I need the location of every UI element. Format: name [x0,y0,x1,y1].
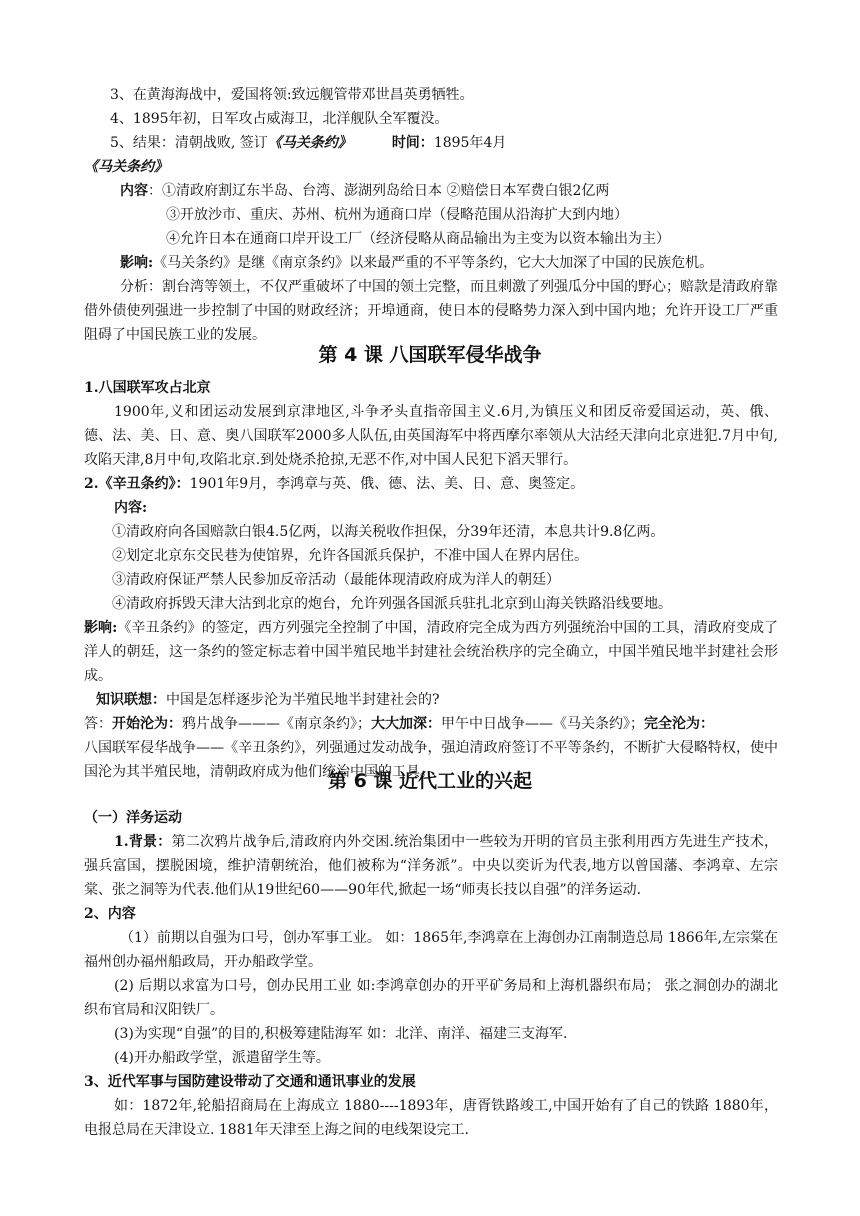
content-text-1: ：①清政府割辽东半岛、台湾、澎湖列岛给日本 ②赔偿日本军费白银2亿两 [148,183,610,199]
xinchou-impact-label: 影响: [84,620,118,636]
knowledge-link [96,688,440,712]
background-paragraph [84,830,778,902]
content-point-3: (3)为实现“自强”的目的,积极筹建陆海军 如：北洋、南洋、福建三支海军. [114,1026,568,1042]
content-line-2: ③开放沙市、重庆、苏州、杭州为通商口岸（侵略范围从沿海扩大到内地） [166,207,628,223]
impact-label: 影响: [120,255,154,271]
answer-stage-3-label: 完全沦为： [644,716,714,732]
time-label: 时间： [391,135,434,151]
lesson-4-heading-2 [84,472,584,496]
point-5-text: 5、结果：清朝战败, 签订 [110,135,268,151]
lesson-6-heading-1: （一）洋务运动 [84,810,182,826]
content-point-1: （1）前期以自强为口号，创办军事工业。 如：1865年,李鸿章在上海创办江南制造总局 1866年,左宗棠在福州创办福州船政局，开办船政学堂。 [84,930,778,970]
content-line-1 [120,179,609,203]
answer-stage-2-label: 大大加深： [371,716,441,732]
background-label: 1.背景： [114,834,172,850]
impact-text: 《马关条约》是继《南京条约》以来最严重的不平等条约，它大大加深了中国的民族危机。 [153,255,714,271]
time-value: 1895年4月 [433,135,507,151]
knowledge-link-label: 知识联想： [96,692,166,708]
lesson-4-title: 第 4 课 八国联军侵华战争 [318,344,542,366]
lesson-6-title: 第 6 课 近代工业的兴起 [327,770,533,792]
lesson-6-heading-2: 2、内容 [84,906,136,922]
answer-stage-1-label: 开始沦为： [112,716,182,732]
answer-stage-2: 甲午中日战争——《马关条约》； [441,716,644,732]
impact-line [120,251,713,275]
answer-stage-1: 鸦片战争———《南京条约》； [182,716,371,732]
content-label: 内容 [120,183,148,199]
content-point-2: (2) 后期以求富为口号，创办民用工业 如:李鸿章创办的开平矿务局和上海机器织布局； 张之洞创办的湖北织布官局和汉阳铁厂。 [84,978,778,1018]
xinchou-item: ②划定北京东交民巷为使馆界，允许各国派兵保护，不准中国人在界内居住。 [112,548,588,564]
lesson-6-heading-3: 3、近代军事与国防建设带动了交通和通讯事业的发展 [84,1074,416,1090]
transport-paragraph: 如：1872年,轮船招商局在上海成立 1880----1893年，唐胥铁路竣工,中国开始有了自己的铁路 1880年，电报总局在天津设立. 1881年天津至上海之间的电线架设完工. [84,1098,778,1138]
point-4: 4、1895年初，日军攻占威海卫，北洋舰队全军覆没。 [110,111,449,127]
xinchou-content-label: 内容: [114,500,148,516]
answer-prefix: 答： [84,716,112,732]
answer-line [84,712,714,736]
xinchou-item: ③清政府保证严禁人民参加反帝活动（最能体现清政府成为洋人的朝廷） [112,572,560,588]
lesson-4-heading-1: 1.八国联军攻占北京 [84,380,211,396]
knowledge-link-question: 中国是怎样逐步沦为半殖民地半封建社会的? [166,692,440,708]
analysis-paragraph: 分析：割台湾等领土，不仅严重破坏了中国的领土完整，而且刺激了列强瓜分中国的野心；赔款是清政府靠借外债使列强进一步控制了中国的财政经济；开埠通商，使日本的侵略势力深入到中国内地；允许开设工厂严重阻碍了中国民族工业的发展。 [84,279,778,343]
background-text: 第二次鸦片战争后,清政府内外交困.统治集团中一些较为开明的官员主张利用西方先进生产技术，强兵富国，摆脱困境，维护清朝统治，他们被称为“洋务派”。中央以奕䜣为代表,地方以曾国藩、李鸿章、左宗棠、张之洞等为代表.他们从19世纪60——90年代,掀起一场“师夷长技以自强”的洋务运动. [84,834,778,898]
xinchou-date: 1901年9月，李鸿章与英、俄、德、法、美、日、意、奥签定。 [189,476,585,492]
xinchou-label: 2.《辛丑条约》： [84,476,190,492]
xinchou-item: ④清政府拆毁天津大沽到北京的炮台，允许列强各国派兵驻扎北京到山海关铁路沿线要地。 [112,596,672,612]
treaty-heading: 《马关条约》 [84,159,168,175]
content-point-4: (4)开办船政学堂，派遣留学生等。 [114,1050,330,1066]
xinchou-impact-text: 《辛丑条约》的签定，西方列强完全控制了中国，清政府完全成为西方列强统治中国的工具，清政府变成了洋人的朝廷，这一条约的签定标志着中国半殖民地半封建社会统治秩序的完全确立，中国半殖民地半封建社会形成。 [84,620,779,684]
treaty-name: 《马关条约》 [267,135,352,151]
xinchou-impact [84,616,778,688]
lesson-4-paragraph-1: 1900年,义和团运动发展到京津地区,斗争矛头直指帝国主义.6月,为镇压义和团反帝爱国运动，英、俄、德、法、美、日、意、奥八国联军2000多人队伍,由英国海军中将西摩尔率领从大沽经天津向北京进犯.7月中旬,攻陷天津,8月中旬,攻陷北京.到处烧杀抢掠,无恶不作,对中国人民犯下滔天罪行。 [84,404,778,468]
answer-continuation: 八国联军侵华战争——《辛丑条约》，列强通过发动战争，强迫清政府签订不平等条约，不断扩大侵略特权，使中国沦为其半殖民地，清朝政府成为他们统治中国的工具。 [84,740,778,780]
point-5 [110,131,506,155]
content-line-3: ④允许日本在通商口岸开设工厂（经济侵略从商品输出为主变为以资本输出为主） [166,231,670,247]
point-3: 3、在黄海海战中，爱国将领:致远舰管带邓世昌英勇牺牲。 [110,87,474,103]
xinchou-item: ①清政府向各国赔款白银4.5亿两，以海关税收作担保，分39年还清，本息共计9.8亿两。 [112,524,665,540]
